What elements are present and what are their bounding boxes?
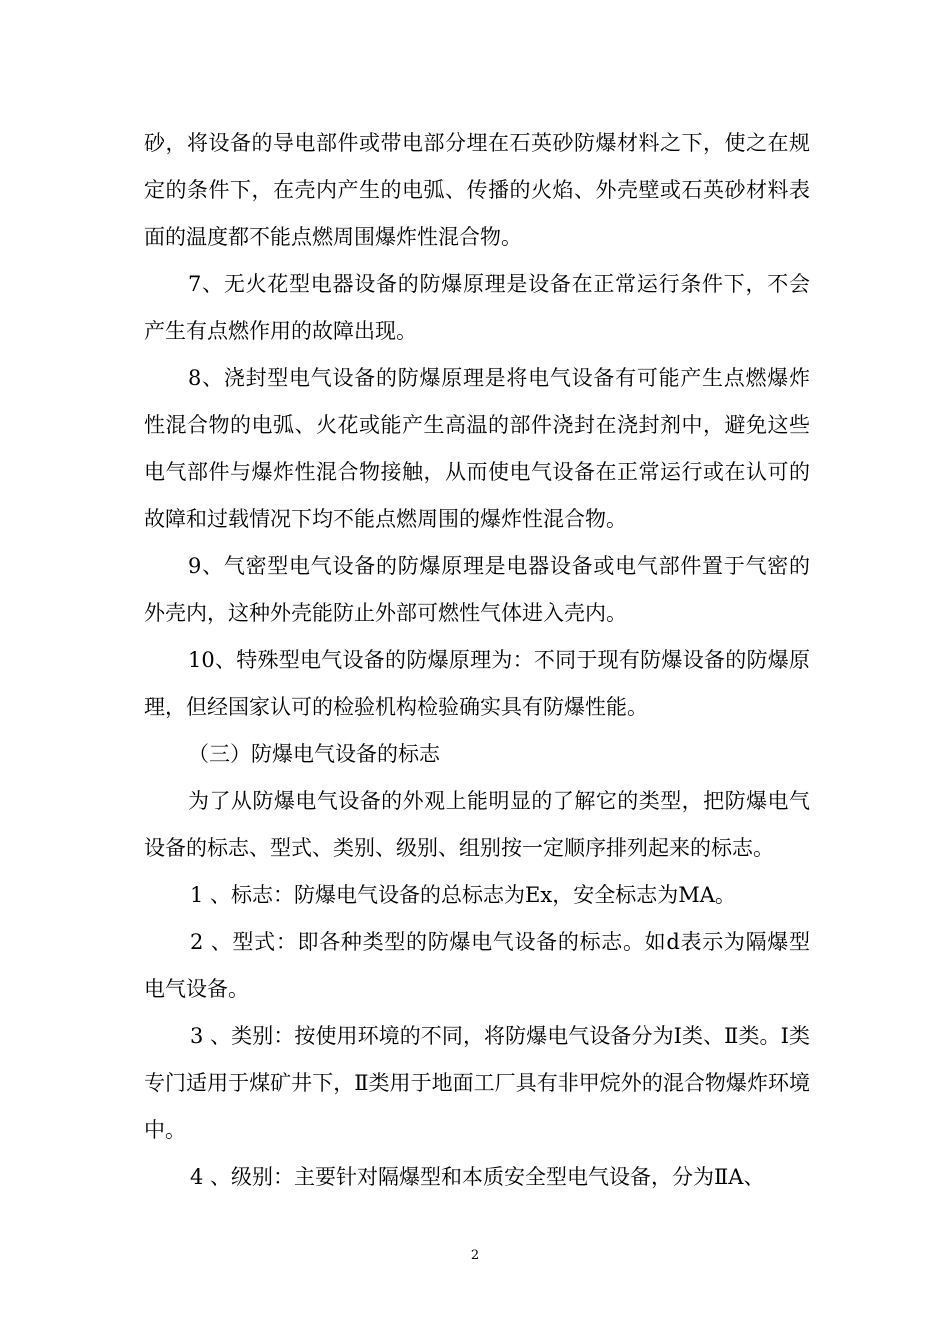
section-heading-3: （三）防爆电气设备的标志: [188, 742, 440, 766]
paragraph-marking-4: 4 、级别：主要针对隔爆型和本质安全型电气设备，分为ⅡA、: [190, 1165, 765, 1189]
page-number: 2: [470, 1248, 480, 1263]
paragraph-item-10: 10、特殊型电气设备的防爆原理为：不同于现有防爆设备的防爆原理，但经国家认可的检验机构检验确实具有防爆性能。: [144, 648, 810, 719]
paragraph-marking-1: 1 、标志：防爆电气设备的总标志为Ex，安全标志为MA。: [190, 883, 736, 907]
paragraph-item-7: 7、无火花型电器设备的防爆原理是设备在正常运行条件下，不会产生有点燃作用的故障出现。: [144, 272, 810, 343]
paragraph-item-8: 8、浇封型电气设备的防爆原理是将电气设备有可能产生点燃爆炸性混合物的电弧、火花或能产生高温的部件浇封在浇封剂中，避免这些电气部件与爆炸性混合物接触，从而使电气设备在正常运行或在认可的故障和过载情况下均不能点燃周围的爆炸性混合物。: [144, 366, 810, 531]
paragraph-quartz-sand: 砂，将设备的导电部件或带电部分埋在石英砂防爆材料之下，使之在规定的条件下，在壳内产生的电弧、传播的火焰、外壳壁或石英砂材料表面的温度都不能点燃周围爆炸性混合物。: [144, 131, 810, 249]
paragraph-marking-3: 3 、类别：按使用环境的不同，将防爆电气设备分为Ⅰ类、Ⅱ类。Ⅰ类专门适用于煤矿井下，Ⅱ类用于地面工厂具有非甲烷外的混合物爆炸环境中。: [144, 1024, 810, 1142]
paragraph-marking-intro: 为了从防爆电气设备的外观上能明显的了解它的类型，把防爆电气设备的标志、型式、类别、级别、组别按一定顺序排列起来的标志。: [144, 789, 810, 860]
body-text: [144, 120, 810, 1201]
paragraph-marking-2: 2 、型式：即各种类型的防爆电气设备的标志。如d表示为隔爆型电气设备。: [144, 930, 810, 1001]
paragraph-item-9: 9、气密型电气设备的防爆原理是电器设备或电气部件置于气密的外壳内，这种外壳能防止外部可燃性气体进入壳内。: [144, 554, 810, 625]
